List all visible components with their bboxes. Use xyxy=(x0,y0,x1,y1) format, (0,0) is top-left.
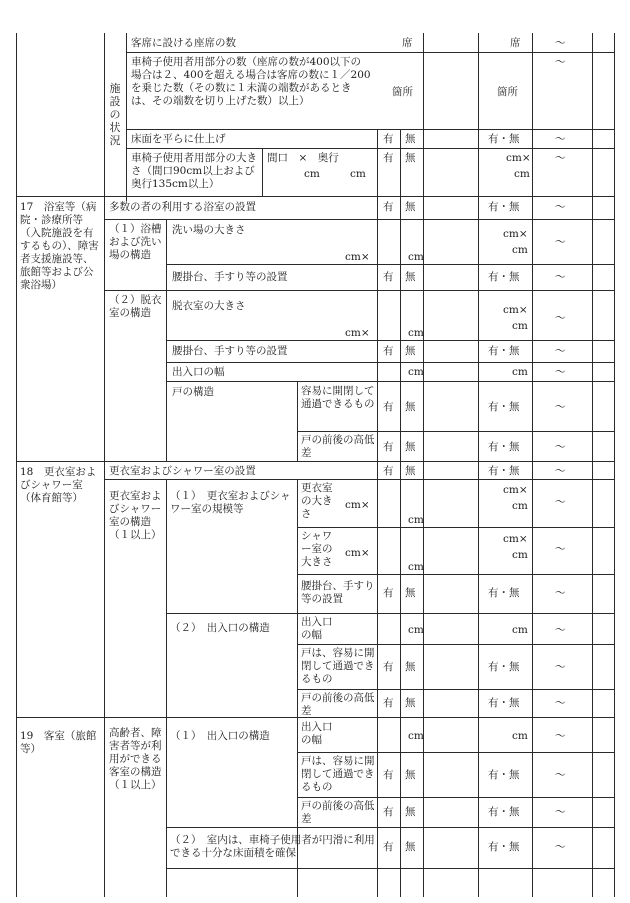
dressing-bench-label: 腰掛台、手すり等の設置 xyxy=(172,345,288,357)
tilde-mark: 〜 xyxy=(555,661,566,673)
shower-size-label: シャワー室の大きさ xyxy=(301,530,333,568)
yes-no-option: 有・無 xyxy=(488,345,520,357)
no-box: 無 xyxy=(405,201,416,213)
yes-no-option: 有・無 xyxy=(488,769,520,781)
unit-text: cm xyxy=(512,320,528,332)
grid-line xyxy=(104,219,614,220)
unit-text: cm× xyxy=(345,499,370,511)
yes-no-option: 有・無 xyxy=(488,271,520,283)
grid-line xyxy=(166,381,614,382)
grid-line xyxy=(126,33,127,201)
tilde-mark: 〜 xyxy=(555,312,566,324)
door-step-label: 戸の前後の高低差 xyxy=(301,692,375,717)
yes-box: 有 xyxy=(383,587,394,599)
shower-setup-label: 更衣室およびシャワー室の設置 xyxy=(109,465,256,477)
tilde-mark: 〜 xyxy=(555,133,566,145)
unit-text: cm× xyxy=(345,327,370,339)
grid-line xyxy=(297,644,614,645)
wheelchair-seat-label: 車椅子使用者用部分の数（座席の数が400以下の場合は２、400を超える場合は客席の数に１／200を乗じた数（その数に１未満の端数があるときは、その端数を切り上げた数）以上） xyxy=(131,56,371,107)
unit-text: cm× xyxy=(345,547,370,559)
no-box: 無 xyxy=(405,697,416,709)
yes-box: 有 xyxy=(383,152,394,164)
tilde-mark: 〜 xyxy=(555,730,566,742)
grid-line xyxy=(126,52,614,53)
bath-structure-label: （１）浴槽および洗い場の構造 xyxy=(109,223,162,261)
yes-no-option: 有・無 xyxy=(488,697,520,709)
unit-text: cm xyxy=(408,514,424,526)
grid-line xyxy=(166,613,614,614)
yes-box: 有 xyxy=(383,401,394,413)
grid-line xyxy=(614,33,615,897)
tilde-mark: 〜 xyxy=(555,152,566,164)
no-box: 無 xyxy=(405,806,416,818)
grid-line xyxy=(104,479,614,480)
door-step-label: 戸の前後の高低差 xyxy=(301,434,375,459)
yes-box: 有 xyxy=(383,697,394,709)
grid-line xyxy=(592,33,593,897)
tilde-mark: 〜 xyxy=(555,201,566,213)
unit-text: cm xyxy=(408,624,424,636)
room-floor-area-label: （２） 室内は、車椅子使用者が円滑に利用できる十分な床面積を確保 xyxy=(170,834,375,859)
unit-text: cm xyxy=(512,500,528,512)
unit-text: cm xyxy=(408,561,424,573)
grid-line xyxy=(297,527,614,528)
yes-box: 有 xyxy=(383,345,394,357)
unit-text: cm xyxy=(512,549,528,561)
section-19-title: 19 客室（旅館等） xyxy=(20,730,97,755)
bath-bench-label: 腰掛台、手すり等の設置 xyxy=(172,271,288,283)
bath-setup-label: 多数の者の利用する浴室の設置 xyxy=(109,201,256,213)
yes-no-option: 有・無 xyxy=(488,806,520,818)
grid-line xyxy=(297,689,614,690)
tilde-mark: 〜 xyxy=(555,697,566,709)
tilde-mark: 〜 xyxy=(555,271,566,283)
yes-box: 有 xyxy=(383,465,394,477)
shower-entrance-label: （２） 出入口の構造 xyxy=(170,622,270,634)
yes-box: 有 xyxy=(383,661,394,673)
yes-box: 有 xyxy=(383,133,394,145)
grid-line xyxy=(297,574,614,575)
door-open-label: 戸は、容易に開閉して通過できるもの xyxy=(301,755,375,793)
grid-line xyxy=(16,196,614,197)
tilde-mark: 〜 xyxy=(555,345,566,357)
guest-room-structure-label: 高齢者、障害者等が利用ができる客室の構造（１以上） xyxy=(109,727,162,791)
entrance-width-label: 出入口の幅 xyxy=(172,366,225,378)
unit-text: cm xyxy=(350,168,366,180)
grid-line xyxy=(478,33,479,897)
unit-text: 席 xyxy=(510,37,521,49)
unit-text: cm× xyxy=(503,228,528,240)
no-box: 無 xyxy=(405,152,416,164)
yes-no-option: 有・無 xyxy=(488,133,520,145)
unit-text: cm xyxy=(512,730,528,742)
dimension-label: 間口 × 奥行 xyxy=(267,152,339,164)
unit-text: cm xyxy=(408,327,424,339)
yes-box: 有 xyxy=(383,841,394,853)
door-structure-label: 戸の構造 xyxy=(172,386,214,398)
grid-line xyxy=(400,129,401,897)
door-step-label: 戸の前後の高低差 xyxy=(301,800,375,825)
yes-box: 有 xyxy=(383,441,394,453)
grid-line xyxy=(16,461,614,462)
yes-box: 有 xyxy=(383,201,394,213)
grid-line xyxy=(126,129,614,130)
door-open-label: 容易に開閉して通過できるもの xyxy=(301,385,375,410)
tilde-mark: 〜 xyxy=(555,543,566,555)
tilde-mark: 〜 xyxy=(555,841,566,853)
section-18-title: 18 更衣室およびシャワー室（体育館等） xyxy=(20,466,97,504)
unit-text: cm xyxy=(304,168,320,180)
grid-line xyxy=(104,290,614,291)
shower-structure-label: 更衣室およびシャワー室の構造（１以上） xyxy=(109,490,162,541)
dressing-size-label: 更衣室の大きさ xyxy=(301,482,333,520)
section-17-title: 17 浴室等（病院・診療所等（入院施設を有するもの）、障害者支援施設等、旅館等および公衆浴場） xyxy=(20,201,99,291)
shower-bench-label: 腰掛台、手すり等の設置 xyxy=(301,580,375,605)
yes-box: 有 xyxy=(383,769,394,781)
entrance-width-label: 出入口の幅 xyxy=(301,721,333,746)
yes-box: 有 xyxy=(383,271,394,283)
no-box: 無 xyxy=(405,841,416,853)
no-box: 無 xyxy=(405,133,416,145)
grid-line xyxy=(166,868,614,869)
tilde-mark: 〜 xyxy=(555,401,566,413)
unit-text: cm xyxy=(514,168,530,180)
wash-area-size-label: 洗い場の大きさ xyxy=(172,224,246,236)
grid-line xyxy=(297,752,614,753)
yes-no-option: 有・無 xyxy=(488,465,520,477)
category-label: 施設の状況 xyxy=(109,82,121,147)
no-box: 無 xyxy=(405,441,416,453)
grid-line xyxy=(297,381,298,461)
grid-line xyxy=(297,797,614,798)
grid-line xyxy=(166,362,614,363)
grid-line xyxy=(377,129,378,897)
unit-text: 箇所 xyxy=(497,86,518,98)
yes-no-option: 有・無 xyxy=(488,401,520,413)
entrance-width-label: 出入口の幅 xyxy=(301,616,333,641)
no-box: 無 xyxy=(405,587,416,599)
tilde-mark: 〜 xyxy=(555,769,566,781)
unit-text: cm xyxy=(512,366,528,378)
unit-text: cm xyxy=(408,366,424,378)
unit-text: cm xyxy=(408,730,424,742)
grid-line xyxy=(166,479,167,717)
grid-line xyxy=(16,33,17,897)
shower-scale-label: （１） 更衣室およびシャワー室の規模等 xyxy=(170,490,291,515)
tilde-mark: 〜 xyxy=(555,236,566,248)
dressing-structure-label: （２）脱衣室の構造 xyxy=(109,294,162,319)
yes-no-option: 有・無 xyxy=(488,201,520,213)
unit-text: cm xyxy=(512,244,528,256)
unit-text: cm xyxy=(408,251,424,263)
tilde-mark: 〜 xyxy=(555,465,566,477)
no-box: 無 xyxy=(405,401,416,413)
grid-line xyxy=(104,33,105,897)
grid-line xyxy=(126,148,614,149)
tilde-mark: 〜 xyxy=(555,496,566,508)
tilde-mark: 〜 xyxy=(555,587,566,599)
guest-entrance-label: （１） 出入口の構造 xyxy=(170,730,270,742)
flat-floor-label: 床面を平らに仕上げ xyxy=(131,133,226,145)
unit-text: cm× xyxy=(345,251,370,263)
grid-line xyxy=(166,264,614,265)
no-box: 無 xyxy=(405,661,416,673)
unit-text: cm× xyxy=(506,152,531,164)
no-box: 無 xyxy=(405,769,416,781)
yes-no-option: 有・無 xyxy=(488,661,520,673)
tilde-mark: 〜 xyxy=(555,441,566,453)
grid-line xyxy=(532,33,533,897)
unit-text: cm× xyxy=(503,304,528,316)
grid-line xyxy=(423,33,424,897)
grid-line xyxy=(297,431,614,432)
unit-text: cm× xyxy=(503,533,528,545)
no-box: 無 xyxy=(405,465,416,477)
yes-box: 有 xyxy=(383,806,394,818)
tilde-mark: 〜 xyxy=(555,37,566,49)
no-box: 無 xyxy=(405,271,416,283)
unit-text: 席 xyxy=(402,37,413,49)
yes-no-option: 有・無 xyxy=(488,841,520,853)
grid-line xyxy=(166,827,614,828)
dressing-room-size-label: 脱衣室の大きさ xyxy=(172,300,246,312)
grid-line xyxy=(166,340,614,341)
yes-no-option: 有・無 xyxy=(488,587,520,599)
unit-text: cm× xyxy=(503,484,528,496)
wheelchair-size-label: 車椅子使用者用部分の大きさ（間口90cm以上および奥行135cm以上） xyxy=(131,152,257,190)
tilde-mark: 〜 xyxy=(555,624,566,636)
unit-text: cm xyxy=(512,624,528,636)
tilde-mark: 〜 xyxy=(555,806,566,818)
door-open-label: 戸は、容易に開閉して通過できるもの xyxy=(301,647,375,685)
seat-count-label: 客席に設ける座席の数 xyxy=(131,37,236,49)
tilde-mark: 〜 xyxy=(555,56,566,68)
yes-no-option: 有・無 xyxy=(488,441,520,453)
grid-line xyxy=(262,148,263,196)
unit-text: 箇所 xyxy=(392,86,413,98)
no-box: 無 xyxy=(405,345,416,357)
tilde-mark: 〜 xyxy=(555,366,566,378)
grid-line xyxy=(166,717,167,897)
